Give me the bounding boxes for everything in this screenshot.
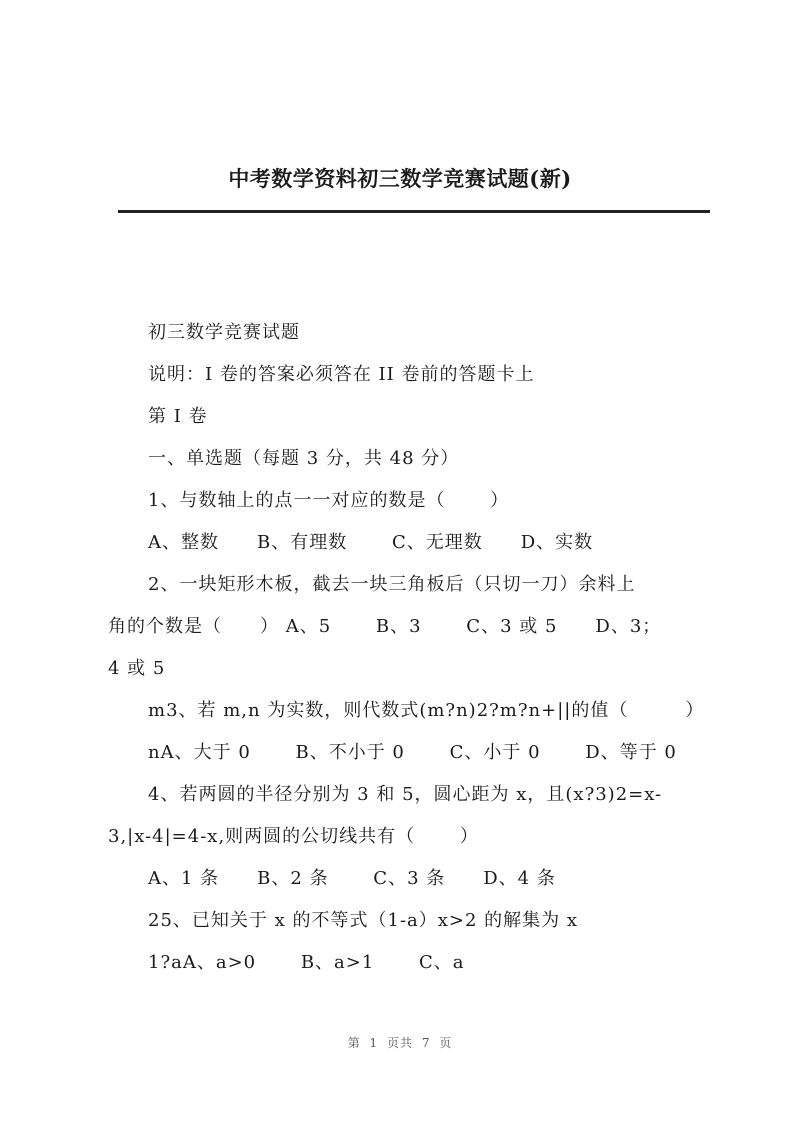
section-heading: 初三数学竞赛试题 xyxy=(148,322,300,343)
document-body xyxy=(108,312,708,984)
question-4-options: A、1 条 B、2 条 C、3 条 D、4 条 xyxy=(148,868,556,889)
question-1-options: A、整数 B、有理数 C、无理数 D、实数 xyxy=(148,532,594,553)
question-2: 2、一块矩形木板，截去一块三角板后（只切一刀）余料上 xyxy=(148,574,636,595)
question-2-continued: 4 或 5 xyxy=(108,658,166,679)
question-3-options: nA、大于 0 B、不小于 0 C、小于 0 D、等于 0 xyxy=(148,742,677,763)
page-number-footer: 第 1 页共 7 页 xyxy=(347,1036,453,1050)
question-group-heading: 一、单选题（每题 3 分，共 48 分） xyxy=(148,448,460,469)
question-4: 4、若两圆的半径分别为 3 和 5，圆心距为 x，且(x?3)2=x- xyxy=(148,784,663,805)
question-5: 25、已知关于 x 的不等式（1-a）x>2 的解集为 x xyxy=(148,910,579,931)
volume-heading: 第 I 卷 xyxy=(148,406,208,427)
question-3: m3、若 m,n 为实数，则代数式(m?n)2?m?n+||的值（ ） xyxy=(148,700,705,721)
question-2-continued: 角的个数是（ ） A、5 B、3 C、3 或 5 D、3； xyxy=(108,616,662,637)
instruction-line: 说明：I 卷的答案必须答在 II 卷前的答题卡上 xyxy=(148,364,535,385)
title-divider xyxy=(118,210,710,213)
document-title: 中考数学资料初三数学竞赛试题(新) xyxy=(228,166,572,191)
question-4-continued: 3,|x-4|=4-x,则两圆的公切线共有（ ） xyxy=(108,826,479,847)
question-1: 1、与数轴上的点一一对应的数是（ ） xyxy=(148,490,510,511)
question-5-options: 1?aA、a>0 B、a>1 C、a xyxy=(148,952,465,973)
